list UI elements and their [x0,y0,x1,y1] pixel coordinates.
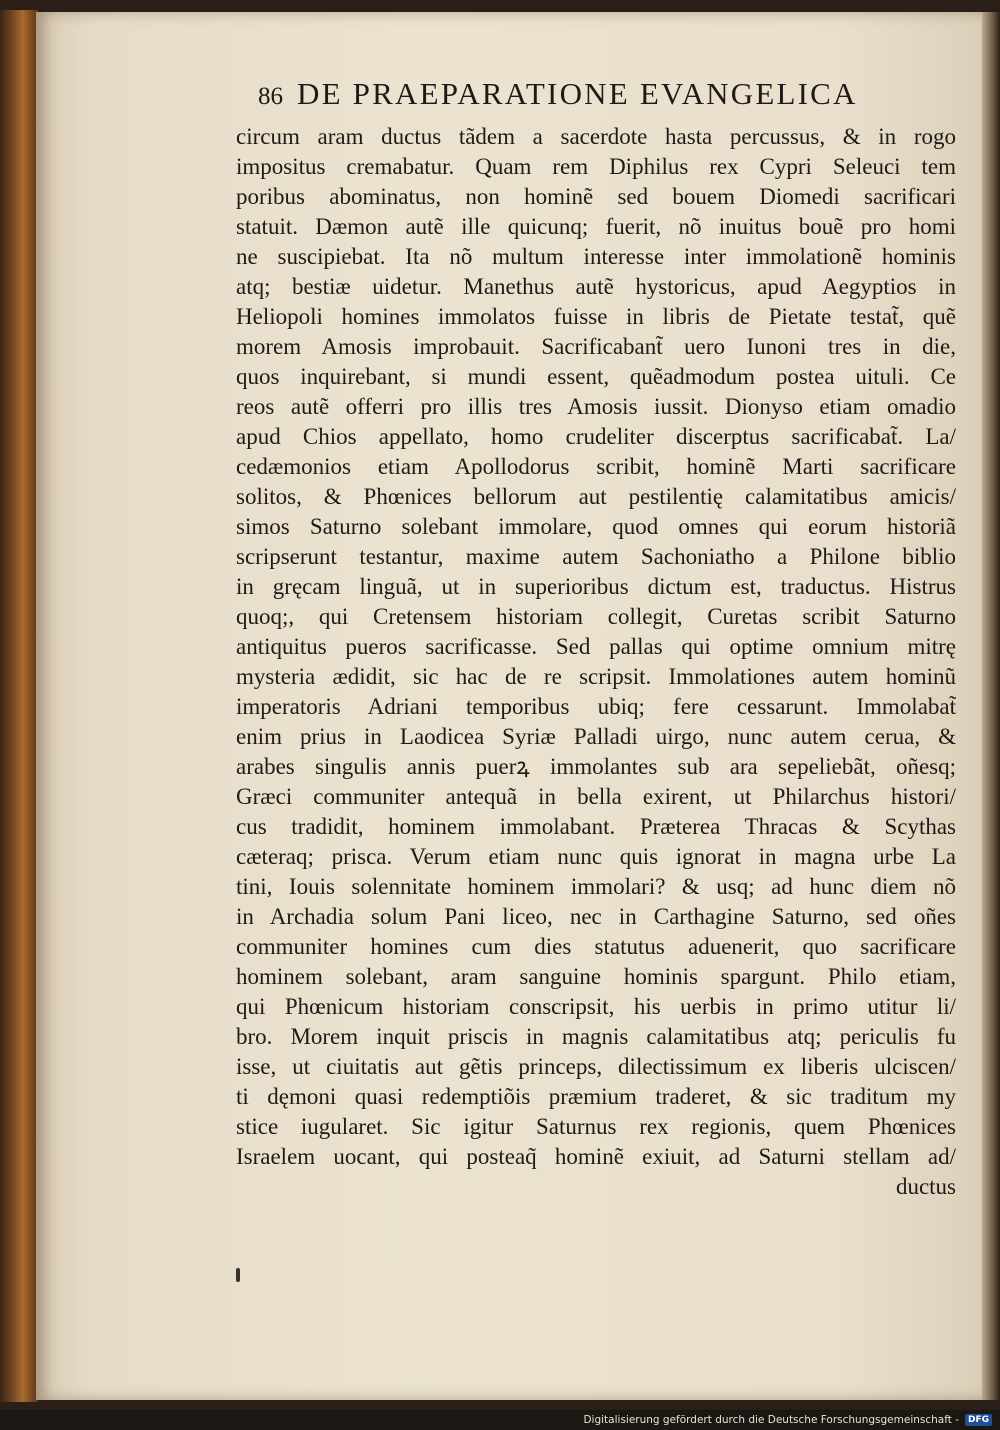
text-line: scripserunt testantur, maxime autem Sachoniatho a Philone biblio [236,544,956,569]
text-line: in gręcam linguã, ut in superioribus dictum est, traductus. Histrus [236,574,956,599]
text-line: bro. Morem inquit priscis in magnis calamitatibus atq; periculis fu [236,1024,956,1049]
text-line: imperatoris Adriani temporibus ubiq; fere cessarunt. Immolabat̃ [236,694,956,719]
body-text [236,122,956,1202]
text-line: Heliopoli homines immolatos fuisse in libris de Pietate testat̃, quẽ [236,304,956,329]
text-line: ductus [895,1174,956,1199]
text-line: cæteraq; prisca. Verum etiam nunc quis ignorat in magna urbe La [236,844,956,869]
running-title: DE PRAEPARATIONE EVANGELICA [297,76,858,111]
text-line: solitos, & Phœnices bellorum aut pestilentię calamitatibus amicis/ [236,484,956,509]
credit-text: Digitalisierung gefördert durch die Deutsche Forschungsgemeinschaft - [583,1414,959,1426]
text-line: ne suscipiebat. Ita nõ multum interesse inter immolationẽ hominis [236,244,956,269]
text-line: cedæmonios etiam Apollodorus scribit, hominẽ Marti sacrificare [236,454,956,479]
text-line: cus tradidit, hominem immolabant. Præterea Thracas & Scythas [236,814,956,839]
text-line: atq; bestiæ uidetur. Manethus autẽ hystoricus, apud Aegyptios in [236,274,956,299]
text-line: quoq;, qui Cretensem historiam collegit, Curetas scribit Saturno [236,604,956,629]
dfg-logo-icon: DFG [965,1414,992,1426]
text-line: enim prius in Laodicea Syriæ Palladi uirgo, nunc autem cerua, & [236,724,956,749]
text-line: stice iugularet. Sic igitur Saturnus rex regionis, quem Phœnices [236,1114,956,1139]
text-line: hominem solebant, aram sanguine hominis spargunt. Philo etiam, [236,964,956,989]
ink-mark [236,1268,240,1282]
text-line: communiter homines cum dies statutus aduenerit, quo sacrificare [236,934,956,959]
text-line: quos inquirebant, si mundi essent, quẽadmodum postea uituli. Ce [236,364,956,389]
text-line: simos Saturno solebant immolare, quod omnes qui eorum historiã [236,514,956,539]
text-line: Israelem uocant, qui posteaq̃ hominẽ exiuit, ad Saturni stellam ad/ [236,1144,956,1169]
text-line: impositus cremabatur. Quam rem Diphilus rex Cypri Seleuci tem [236,154,956,179]
text-line: qui Phœnicum historiam conscripsit, his uerbis in primo utitur li/ [236,994,956,1019]
page-header [258,76,948,120]
text-line: in Archadia solum Pani liceo, nec in Carthagine Saturno, sed oñes [236,904,956,929]
text-line: circum aram ductus tãdem a sacerdote hasta percussus, & in rogo [236,124,956,149]
text-line: isse, ut ciuitatis aut gẽtis princeps, dilectissimum ex liberis ulciscen/ [236,1054,956,1079]
page-edge [982,12,1000,1400]
text-line: apud Chios appellato, homo crudeliter discerptus sacrificabat̃. La/ [236,424,956,449]
text-line: antiquitus pueros sacrificasse. Sed pallas qui optime omnium mitrę [236,634,956,659]
text-line: tini, Iouis solennitate hominem immolari? & usq; ad hunc diem nõ [236,874,956,899]
text-line: mysteria ædidit, sic hac de re scripsit. Immolationes autem hominũ [236,664,956,689]
text-line: statuit. Dæmon autẽ ille quicunq; fuerit, nõ inuitus bouẽ pro homi [236,214,956,239]
text-line: morem Amosis improbauit. Sacrificabant̃ uero Iunoni tres in die, [236,334,956,359]
text-line: arabes singulis annis puerꝝ immolantes sub ara sepeliebãt, oñesq; [236,754,956,779]
digitization-credit [583,1411,992,1429]
text-line: poribus abominatus, non hominẽ sed bouem Diomedi sacrificari [236,184,956,209]
page-number: 86 [258,83,283,110]
text-line: ti dęmoni quasi redemptiõis præmium traderet, & sic traditum my [236,1084,956,1109]
book-spine [0,10,38,1402]
text-line: reos autẽ offerri pro illis tres Amosis iussit. Dionyso etiam omadio [236,394,956,419]
text-line: Græci communiter antequã in bella exirent, ut Philarchus histori/ [236,784,956,809]
